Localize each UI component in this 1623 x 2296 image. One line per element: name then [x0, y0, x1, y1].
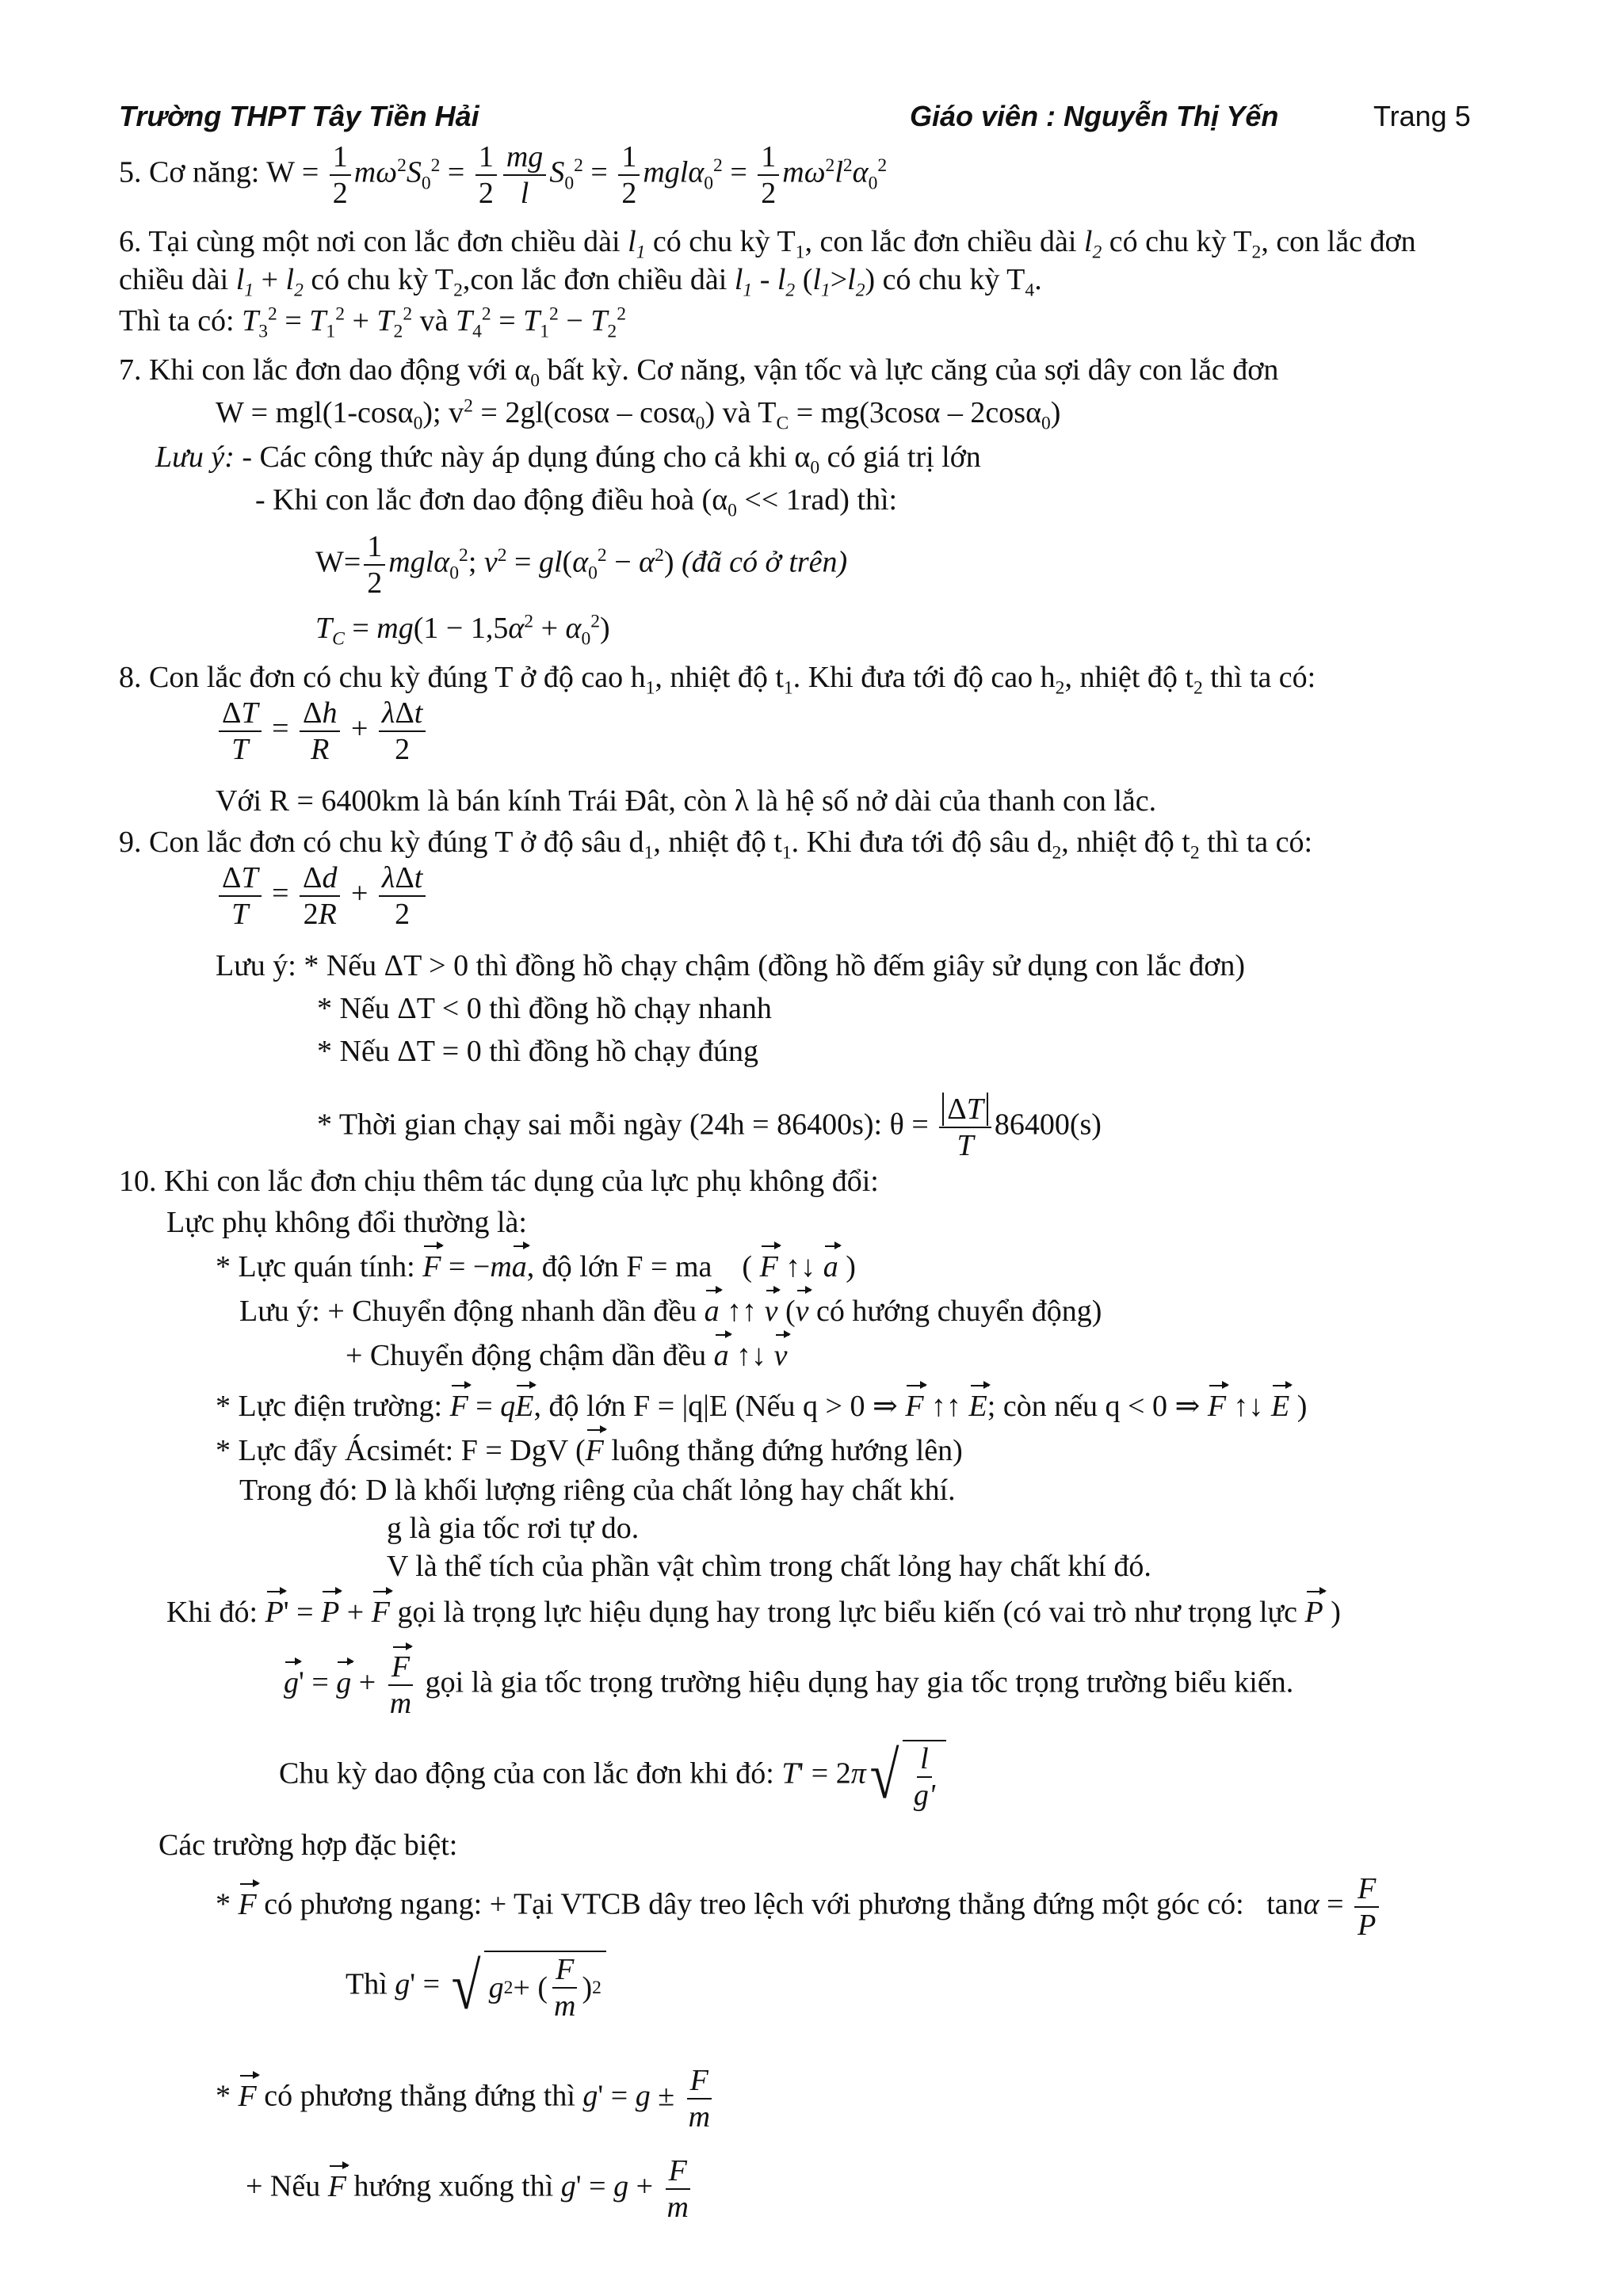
section-7-tension-formula: $T_C = mg(1 - 1,5\alpha^2 + \alpha_0^2)$ — [315, 611, 610, 650]
section-9-title: 9. Con lắc đơn có chu kỳ đúng T ở độ sâu $d_1$, nhiệt độ $t_1$. Khi đưa tới độ sâu $d_2$, nhiệt độ $t_2$ thì ta có: — [119, 826, 1313, 864]
section-10-archimedes: * Lực đẩy Ácsimét: F = DgV (F luông thẳng đứng hướng lên) — [216, 1434, 963, 1467]
section-5-label: 5. Cơ năng: W = — [119, 155, 327, 189]
section-5-energy: 5. Cơ năng: W = $\frac{1}{2}$ $m\omega^2S_0^2$ = $\frac{1}{2}$ $\frac{mg}{l}$ $S_0^2$ = $\frac{1}{2}$ mglα$_0^2$ = $\frac{1}{2}$ $m\omega^2l^2\alpha_0^2$ — [119, 140, 888, 210]
section-10-title: 10. Khi con lắc đơn chịu thêm tác dụng của lực phụ không đổi: — [119, 1165, 879, 1198]
section-9-note-3: * Nếu ΔT = 0 thì đồng hồ chạy đúng — [317, 1035, 759, 1068]
section-10-period: Chu kỳ dao động của con lắc đơn khi đó: T' = 2π √ $\frac{l}{g'}$ — [279, 1740, 946, 1813]
section-10-inertia: * Lực quán tính: F = −ma, độ lớn F = ma ( F ↑↓ a ) — [216, 1250, 856, 1283]
section-7-formula: W = mgl(1-cosα$_0$); $v^2 = 2gl(\cos\alpha - \cos\alpha_0)$ và $T_C = mg(3\cos\alpha - 2\cos\alpha_0)$ — [216, 395, 1061, 434]
section-9-note-1: Lưu ý: * Nếu ΔT > 0 thì đồng hồ chạy chậm (đồng hồ đếm giây sử dụng con lắc đơn) — [216, 949, 1245, 982]
section-7-small-angle-formula: W= $\frac{1}{2}$ mglα$_0^2$; $v^2 = gl(\alpha_0^2 - \alpha^2)$ (đã có ở trên) — [315, 530, 848, 600]
section-9-formula: $\frac{\Delta T}{T}$ = $\frac{\Delta d}{2R}$ + $\frac{\text{λΔt}}{2}$ — [216, 860, 429, 932]
section-10-where-2: g là gia tốc rơi tự do. — [387, 1512, 640, 1545]
header-page-number: Trang 5 — [1373, 100, 1471, 132]
section-6-line-2: chiều dài $l_1 + l_2$ có chu kỳ $T_2,con$ lắc đơn chiều dài $l_1 - l_2$ $(l_1>l_2)$ có chu kỳ $T_4$. — [119, 263, 1042, 301]
section-10-horizontal-gravity: Thì g' = √ g 2 + ( $\frac{F}{m}$ ) 2 — [346, 1951, 606, 2023]
section-10-vertical-case: * F có phương thẳng đứng thì g' = g ± $\frac{F}{m}$ — [216, 2064, 711, 2134]
section-8-formula: $\frac{\Delta T}{T}$ = $\frac{\Delta h}{R}$ + $\frac{\text{λΔt}}{2}$ — [216, 696, 429, 767]
section-9-note-4: * Thời gian chạy sai mỗi ngày (24h = 86400s): θ = $\frac{\Delta T}{T}$ 86400(s) — [317, 1093, 1102, 1162]
section-10-effective-weight: Khi đó: P' = P + F gọi là trọng lực hiệu dụng hay trong lực biểu kiến (có vai trò như trọng lực P ) — [166, 1596, 1341, 1629]
section-8-note: Với R = 6400km là bán kính Trái Đât, còn λ là hệ số nở dài của thanh con lắc. — [216, 784, 1157, 818]
section-6-line-1: 6. Tại cùng một nơi con lắc đơn chiều dài $l_1$ có chu kỳ $T_1$, con lắc đơn chiều dài $l_2$ có chu kỳ $T_2$, con lắc đơn — [119, 225, 1416, 263]
section-7-note-2: - Khi con lắc đơn dao động điều hoà $(\alpha_0 << 1rad)$ thì: — [255, 483, 898, 521]
section-10-electric: * Lực điện trường: F = qE, độ lớn F = |q|E (Nếu q > 0 ⇒ F ↑↑ E; còn nếu q < 0 ⇒ F ↑↓ E ) — [216, 1390, 1308, 1423]
section-6-formula: Thì ta có: $T_3^2 = T_1^2 + T_2^2$ và $T_4^2 = T_1^2 - T_2^2$ — [119, 303, 626, 342]
section-10-where-1: Trong đó: D là khối lượng riêng của chất lỏng hay chất khí. — [239, 1474, 956, 1507]
section-10-note-accelerating: Lưu ý: + Chuyển động nhanh dần đều a ↑↑ v (v có hướng chuyển động) — [239, 1295, 1102, 1328]
section-10-note-decelerating: + Chuyển động chậm dần đều a ↑↓ v — [346, 1339, 788, 1372]
section-10-special-cases: Các trường hợp đặc biệt: — [158, 1829, 458, 1862]
section-10-usual: Lực phụ không đổi thường là: — [166, 1206, 527, 1239]
section-10-effective-gravity: g' = g + $\frac{F}{m}$ gọi là gia tốc trọng trường hiệu dụng hay gia tốc trọng trường biểu kiến. — [284, 1650, 1294, 1720]
header-school: Trường THPT Tây Tiền Hải — [119, 100, 479, 132]
section-9-note-2: * Nếu ΔT < 0 thì đồng hồ chạy nhanh — [317, 992, 772, 1025]
section-7-note-1: Lưu ý: - Các công thức này áp dụng đúng cho cả khi $\alpha_0$ có giá trị lớn — [155, 441, 981, 479]
section-8-title: 8. Con lắc đơn có chu kỳ đúng T ở độ cao $h_1$, nhiệt độ $t_1$. Khi đưa tới độ cao $h_2$, nhiệt độ $t_2$ thì ta có: — [119, 661, 1316, 699]
section-10-horizontal-case: * F có phương ngang: + Tại VTCB dây treo lệch với phương thẳng đứng một góc có: tanα = $\frac{F}{P}$ — [216, 1871, 1382, 1943]
section-7-title: 7. Khi con lắc đơn dao động với $\alpha_0$ bất kỳ. Cơ năng, vận tốc và lực căng của sợi dây con lắc đơn — [119, 353, 1279, 391]
header-teacher: Giáo viên : Nguyễn Thị Yến — [910, 100, 1279, 132]
section-10-where-3: V là thể tích của phần vật chìm trong chất lỏng hay chất khí đó. — [387, 1550, 1151, 1583]
section-10-downward-case: + Nếu F hướng xuống thì g' = g + $\frac{F}{m}$ — [246, 2154, 689, 2224]
